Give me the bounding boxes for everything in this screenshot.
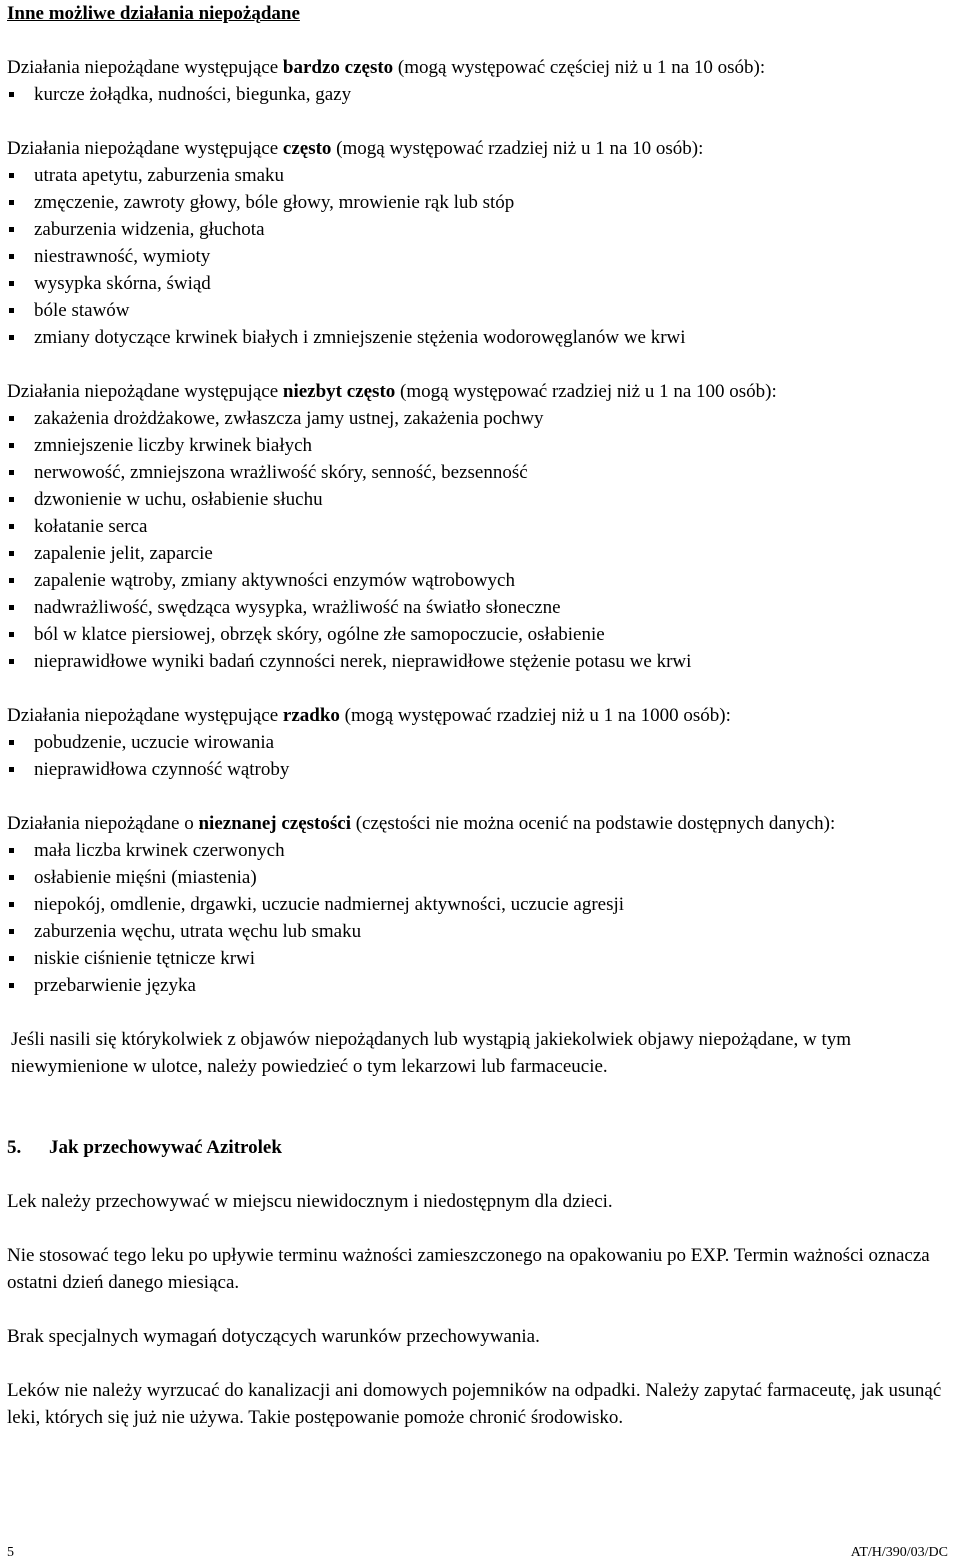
list-item: osłabienie mięśni (miastenia)	[7, 864, 953, 891]
frequency-group	[7, 135, 953, 351]
bullet-icon	[9, 92, 14, 97]
list-item: pobudzenie, uczucie wirowania	[7, 729, 953, 756]
bullet-icon	[9, 659, 14, 664]
list-item: kurcze żołądka, nudności, biegunka, gazy	[7, 81, 953, 108]
list-item: zakażenia drożdżakowe, zwłaszcza jamy ustnej, zakażenia pochwy	[7, 405, 953, 432]
bullet-icon	[9, 281, 14, 286]
list-item: nadwrażliwość, swędząca wysypka, wrażliwość na światło słoneczne	[7, 594, 953, 621]
section-title	[7, 1134, 953, 1161]
report-note: Jeśli nasili się którykolwiek z objawów niepożądanych lub wystąpią jakiekolwiek objawy niepożądane, w tym niewymienione w ulotce, należy powiedzieć o tym lekarzowi lub farmaceucie.	[11, 1029, 852, 1077]
list-item: nerwowość, zmniejszona wrażliwość skóry, senność, bezsenność	[7, 459, 953, 486]
bullet-icon	[9, 470, 14, 475]
list-item: nieprawidłowa czynność wątroby	[7, 756, 953, 783]
section-number: 5.	[7, 1137, 22, 1158]
list-item: dzwonienie w uchu, osłabienie słuchu	[7, 486, 953, 513]
bullet-icon	[9, 740, 14, 745]
list-item: zmiany dotyczące krwinek białych i zmniejszenie stężenia wodorowęglanów we krwi	[7, 324, 953, 351]
frequency-intro: Działania niepożądane występujące rzadko (mogą występować rzadziej niż u 1 na 1000 osób):	[7, 705, 731, 726]
bullet-icon	[9, 254, 14, 259]
bullet-icon	[9, 929, 14, 934]
bullet-icon	[9, 767, 14, 772]
effects-list	[7, 405, 953, 675]
effects-list	[7, 162, 953, 351]
storage-paragraph: Nie stosować tego leku po upływie terminu ważności zamieszczonego na opakowaniu po EXP. Termin ważności oznacza ostatni dzień danego miesiąca.	[7, 1245, 930, 1293]
bullet-icon	[9, 578, 14, 583]
frequency-intro: Działania niepożądane występujące często (mogą występować rzadziej niż u 1 na 10 osób):	[7, 138, 704, 159]
list-item: wysypka skórna, świąd	[7, 270, 953, 297]
list-item: bóle stawów	[7, 297, 953, 324]
list-item: mała liczba krwinek czerwonych	[7, 837, 953, 864]
document-code: AT/H/390/03/DC	[850, 1545, 948, 1560]
page-number: 5	[7, 1545, 14, 1560]
storage-paragraph: Brak specjalnych wymagań dotyczących warunków przechowywania.	[7, 1326, 540, 1347]
list-item: ból w klatce piersiowej, obrzęk skóry, ogólne złe samopoczucie, osłabienie	[7, 621, 953, 648]
bullet-icon	[9, 173, 14, 178]
bullet-icon	[9, 605, 14, 610]
bullet-icon	[9, 200, 14, 205]
storage-paragraph: Lek należy przechowywać w miejscu niewidocznym i niedostępnym dla dzieci.	[7, 1191, 613, 1212]
bullet-icon	[9, 335, 14, 340]
bullet-icon	[9, 227, 14, 232]
effects-list	[7, 837, 953, 999]
frequency-group	[7, 378, 953, 675]
list-item: nieprawidłowe wyniki badań czynności nerek, nieprawidłowe stężenie potasu we krwi	[7, 648, 953, 675]
bullet-icon	[9, 551, 14, 556]
effects-list	[7, 81, 953, 108]
list-item: niestrawność, wymioty	[7, 243, 953, 270]
list-item: kołatanie serca	[7, 513, 953, 540]
frequency-group	[7, 54, 953, 108]
list-item: zaburzenia widzenia, głuchota	[7, 216, 953, 243]
section-title-text: Jak przechowywać Azitrolek	[49, 1137, 282, 1158]
bullet-icon	[9, 848, 14, 853]
frequency-intro: Działania niepożądane występujące bardzo często (mogą występować częściej niż u 1 na 10 osób):	[7, 57, 766, 78]
bullet-icon	[9, 308, 14, 313]
bullet-icon	[9, 875, 14, 880]
bullet-icon	[9, 497, 14, 502]
list-item: przebarwienie języka	[7, 972, 953, 999]
frequency-group	[7, 702, 953, 783]
bullet-icon	[9, 443, 14, 448]
effects-list	[7, 729, 953, 783]
storage-paragraph: Leków nie należy wyrzucać do kanalizacji ani domowych pojemników na odpadki. Należy zapytać farmaceutę, jak usunąć leki, których się już nie używa. Takie postępowanie pomoże chronić środowisko.	[7, 1380, 942, 1428]
section-heading: Inne możliwe działania niepożądane	[7, 3, 300, 24]
list-item: niepokój, omdlenie, drgawki, uczucie nadmiernej aktywności, uczucie agresji	[7, 891, 953, 918]
list-item: utrata apetytu, zaburzenia smaku	[7, 162, 953, 189]
frequency-intro: Działania niepożądane występujące niezbyt często (mogą występować rzadziej niż u 1 na 100 osób):	[7, 381, 777, 402]
document-page	[7, 0, 953, 1431]
list-item: zmniejszenie liczby krwinek białych	[7, 432, 953, 459]
bullet-icon	[9, 902, 14, 907]
bullet-icon	[9, 524, 14, 529]
bullet-icon	[9, 416, 14, 421]
bullet-icon	[9, 956, 14, 961]
list-item: zmęczenie, zawroty głowy, bóle głowy, mrowienie rąk lub stóp	[7, 189, 953, 216]
frequency-group	[7, 810, 953, 999]
list-item: zaburzenia węchu, utrata węchu lub smaku	[7, 918, 953, 945]
frequency-intro: Działania niepożądane o nieznanej częstości (częstości nie można ocenić na podstawie dostępnych danych):	[7, 813, 836, 834]
list-item: zapalenie wątroby, zmiany aktywności enzymów wątrobowych	[7, 567, 953, 594]
bullet-icon	[9, 983, 14, 988]
list-item: zapalenie jelit, zaparcie	[7, 540, 953, 567]
bullet-icon	[9, 632, 14, 637]
list-item: niskie ciśnienie tętnicze krwi	[7, 945, 953, 972]
